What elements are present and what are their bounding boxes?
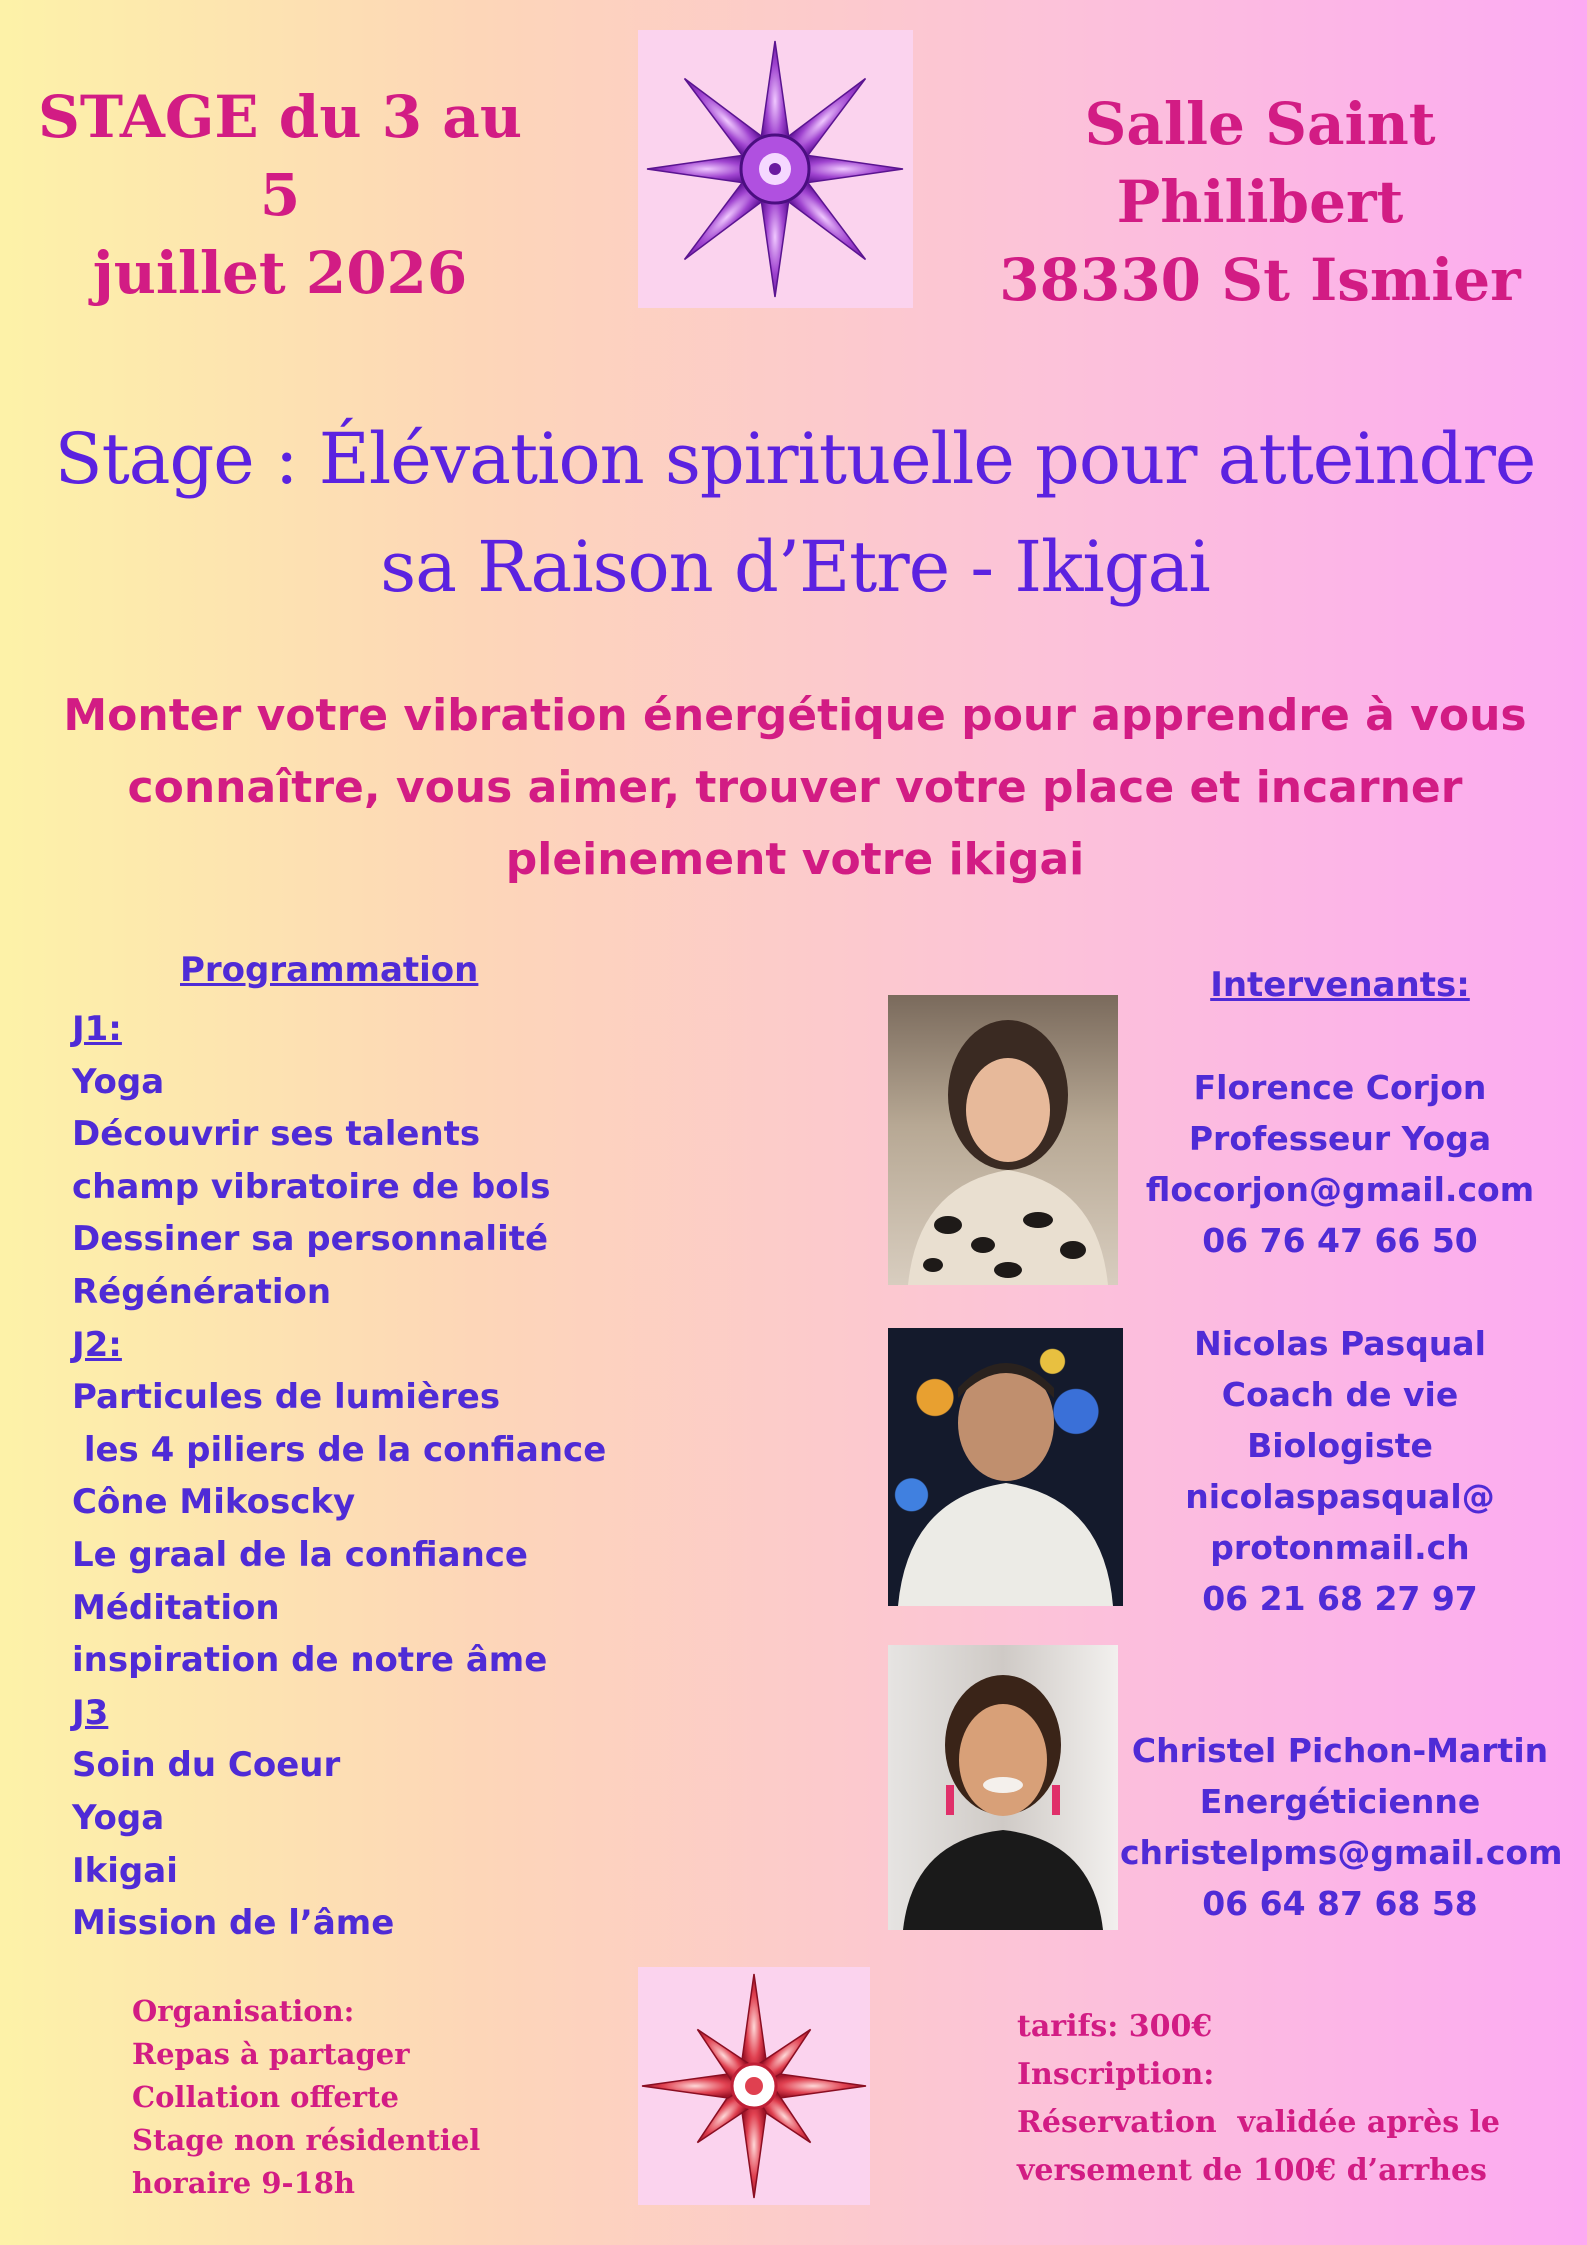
programme-item: Soin du Coeur bbox=[72, 1745, 341, 1786]
subtitle bbox=[40, 680, 1550, 896]
speaker-photo-christel bbox=[888, 1645, 1118, 1930]
venue-address bbox=[950, 85, 1570, 319]
event-dates-line1: STAGE du 3 au 5 bbox=[37, 83, 523, 229]
programme-day-j2: J2: bbox=[72, 1324, 122, 1365]
organisation-heading: Organisation: bbox=[132, 1994, 355, 2028]
programme-item: Le graal de la confiance bbox=[72, 1534, 528, 1575]
top-mandala-image bbox=[638, 30, 913, 308]
speaker-name: Nicolas Pasqual bbox=[1194, 1324, 1486, 1363]
person-portrait-icon bbox=[888, 1645, 1118, 1930]
programme-item: Ikigai bbox=[72, 1850, 178, 1891]
speakers-heading: Intervenants: bbox=[1210, 965, 1470, 1005]
organisation-item: Collation offerte bbox=[132, 2080, 399, 2114]
speaker-role: Professeur Yoga bbox=[1188, 1119, 1492, 1158]
speaker-email: christelpms@gmail.com bbox=[1120, 1833, 1563, 1872]
speaker-email: flocorjon@gmail.com bbox=[1145, 1170, 1535, 1209]
programme-item: inspiration de notre âme bbox=[72, 1640, 548, 1681]
programme-item: Cône Mikoscky bbox=[72, 1482, 356, 1523]
speaker-phone: 06 76 47 66 50 bbox=[1202, 1221, 1478, 1260]
programme-item: Dessiner sa personnalité bbox=[72, 1219, 549, 1260]
main-title bbox=[30, 405, 1560, 621]
subtitle-line3: pleinement votre ikigai bbox=[505, 834, 1085, 885]
speaker-email-domain: protonmail.ch bbox=[1210, 1528, 1470, 1567]
programme-item: Méditation bbox=[72, 1587, 280, 1628]
programme-item: champ vibratoire de bols bbox=[72, 1166, 551, 1207]
programme-day-j1: J1: bbox=[72, 1009, 122, 1049]
programme-item: Régénération bbox=[72, 1271, 332, 1312]
programme-item: Particules de lumières bbox=[72, 1377, 501, 1418]
star-mandala-icon bbox=[638, 1967, 870, 2205]
reservation-terms: Réservation validée après le bbox=[1017, 2105, 1501, 2140]
registration-heading: Inscription: bbox=[1017, 2057, 1215, 2092]
deposit-terms: versement de 100€ d’arrhes bbox=[1017, 2153, 1487, 2188]
speaker-name: Florence Corjon bbox=[1193, 1068, 1487, 1107]
programme-item: Yoga bbox=[72, 1061, 165, 1102]
subtitle-line2: connaître, vous aimer, trouver votre place et incarner bbox=[127, 762, 1463, 813]
fee-price: tarifs: 300€ bbox=[1017, 2009, 1213, 2044]
speaker-photo-florence bbox=[888, 995, 1118, 1285]
star-mandala-icon bbox=[638, 30, 913, 308]
programme-item: les 4 piliers de la confiance bbox=[72, 1429, 607, 1470]
organisation-item: horaire 9-18h bbox=[132, 2166, 355, 2200]
fees-info bbox=[1017, 2003, 1557, 2195]
speaker-nicolas bbox=[1120, 1318, 1560, 1624]
organisation-info bbox=[132, 1990, 552, 2205]
speaker-florence bbox=[1120, 1062, 1560, 1266]
event-dates-line2: juillet 2026 bbox=[92, 239, 468, 307]
main-title-line1: Stage : Élévation spirituelle pour atteindre bbox=[54, 418, 1536, 500]
person-portrait-icon bbox=[888, 995, 1118, 1285]
event-dates bbox=[20, 78, 540, 312]
programme-item: Mission de l’âme bbox=[72, 1903, 395, 1944]
person-portrait-icon bbox=[888, 1328, 1123, 1606]
organisation-item: Stage non résidentiel bbox=[132, 2123, 481, 2157]
programme-heading: Programmation bbox=[180, 950, 479, 990]
programme-item: Découvrir ses talents bbox=[72, 1114, 481, 1155]
organisation-item: Repas à partager bbox=[132, 2037, 410, 2071]
speaker-phone: 06 64 87 68 58 bbox=[1202, 1884, 1478, 1923]
speaker-name: Christel Pichon-Martin bbox=[1131, 1731, 1549, 1770]
speaker-phone: 06 21 68 27 97 bbox=[1202, 1579, 1478, 1618]
bottom-mandala-image bbox=[638, 1967, 870, 2205]
programme-list bbox=[72, 1003, 772, 1950]
main-title-line2: sa Raison d’Etre - Ikigai bbox=[380, 526, 1210, 608]
programme-day-j3: J3 bbox=[72, 1692, 109, 1733]
speaker-role: Coach de vie bbox=[1221, 1375, 1459, 1414]
speaker-email: nicolaspasqual@ bbox=[1185, 1477, 1495, 1516]
venue-postcode-city: 38330 St Ismier bbox=[999, 246, 1521, 314]
speaker-role: Energéticienne bbox=[1199, 1782, 1481, 1821]
venue-name: Salle Saint Philibert bbox=[1084, 90, 1436, 236]
speaker-christel bbox=[1120, 1725, 1563, 1929]
programme-item: Yoga bbox=[72, 1797, 165, 1838]
speaker-photo-nicolas bbox=[888, 1328, 1123, 1606]
speaker-role: Biologiste bbox=[1247, 1426, 1433, 1465]
subtitle-line1: Monter votre vibration énergétique pour apprendre à vous bbox=[63, 690, 1527, 741]
